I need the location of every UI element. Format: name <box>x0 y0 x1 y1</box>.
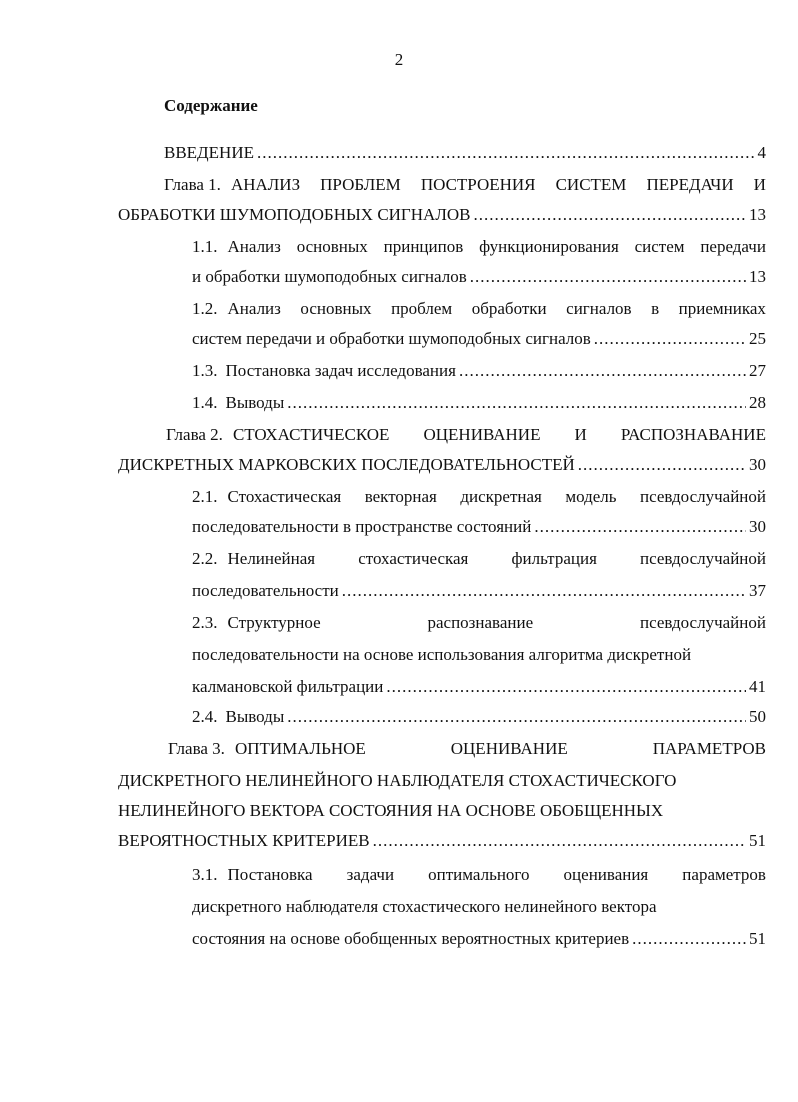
toc-section-1-1-line2[interactable]: и обработки шумоподобных сигналов ..... 13 <box>192 266 766 288</box>
toc-word: модель <box>565 487 617 506</box>
toc-word: Постановка <box>227 865 313 884</box>
page-number: 2 <box>394 50 404 69</box>
toc-section-3-1-line1[interactable]: 3.1. Постановка задачи оптимального оценивания параметров <box>192 865 766 884</box>
toc-word: Анализ <box>227 237 281 256</box>
toc-chapter-3-line1[interactable]: Глава 3. ОПТИМАЛЬНОЕ ОЦЕНИВАНИЕ ПАРАМЕТРОВ <box>168 739 766 758</box>
toc-word: Нелинейная <box>227 549 316 568</box>
toc-word: АНАЛИЗ <box>230 175 301 194</box>
toc-word: ПАРАМЕТРОВ <box>652 739 766 758</box>
toc-section-2-3-line2[interactable]: последовательности на основе использования алгоритма дискретной <box>192 645 692 664</box>
toc-word: Структурное <box>227 613 321 632</box>
toc-chapter-2-line1[interactable]: Глава 2. СТОХАСТИЧЕСКОЕ ОЦЕНИВАНИЕ И РАСПОЗНАВАНИЕ <box>166 425 766 444</box>
toc-section-1-2-line1[interactable]: 1.2. Анализ основных проблем обработки сигналов в приемниках <box>192 299 766 318</box>
toc-word: Стохастическая <box>227 487 342 506</box>
toc-word: фильтрация <box>511 549 597 568</box>
toc-heading: Содержание <box>164 96 258 115</box>
toc-word: основных <box>296 237 368 256</box>
toc-word: распознавание <box>427 613 534 632</box>
toc-word: ПРОБЛЕМ <box>320 175 401 194</box>
toc-entry-intro[interactable]: ВВЕДЕНИЕ ..... 4 <box>164 142 766 164</box>
toc-section-2-3-line3[interactable]: калмановской фильтрации ..... 41 <box>192 676 766 698</box>
toc-word: векторная <box>364 487 437 506</box>
toc-word: функционирования <box>479 237 619 256</box>
toc-word: обработки <box>471 299 547 318</box>
toc-word: сигналов <box>566 299 632 318</box>
toc-section-3-1-line3[interactable]: состояния на основе обобщенных вероятностных критериев ..... 51 <box>192 928 766 950</box>
toc-word: СИСТЕМ <box>555 175 627 194</box>
toc-chapter-2-line2[interactable]: ДИСКРЕТНЫХ МАРКОВСКИХ ПОСЛЕДОВАТЕЛЬНОСТЕЙ ..... 30 <box>118 454 766 476</box>
toc-word: И <box>574 425 587 444</box>
toc-word: ОПТИМАЛЬНОЕ <box>234 739 366 758</box>
toc-section-3-1-line2[interactable]: дискретного наблюдателя стохастического нелинейного вектора <box>192 897 657 916</box>
toc-word: оптимального <box>428 865 530 884</box>
toc-word: оценивания <box>563 865 649 884</box>
toc-section-1-2-line2[interactable]: систем передачи и обработки шумоподобных сигналов ..... 25 <box>192 328 766 350</box>
toc-word: приемниках <box>678 299 766 318</box>
toc-word: РАСПОЗНАВАНИЕ <box>620 425 766 444</box>
toc-word: задачи <box>346 865 395 884</box>
toc-section-2-1-line2[interactable]: последовательности в пространстве состояний ..... 30 <box>192 516 766 538</box>
toc-chapter-3-line2[interactable]: ДИСКРЕТНОГО НЕЛИНЕЙНОГО НАБЛЮДАТЕЛЯ СТОХАСТИЧЕСКОГО <box>118 771 677 790</box>
toc-chapter-1-line2[interactable]: ОБРАБОТКИ ШУМОПОДОБНЫХ СИГНАЛОВ ..... 13 <box>118 204 766 226</box>
toc-section-2-4[interactable]: 2.4. Выводы ..... 50 <box>192 706 766 728</box>
toc-word: ОЦЕНИВАНИЕ <box>423 425 541 444</box>
toc-word: ПОСТРОЕНИЯ <box>420 175 536 194</box>
toc-word: параметров <box>682 865 766 884</box>
toc-section-1-4[interactable]: 1.4. Выводы ..... 28 <box>192 392 766 414</box>
toc-chapter-3-line3[interactable]: НЕЛИНЕЙНОГО ВЕКТОРА СОСТОЯНИЯ НА ОСНОВЕ ОБОБЩЕННЫХ <box>118 801 664 820</box>
toc-word: И <box>753 175 766 194</box>
toc-word: проблем <box>391 299 453 318</box>
toc-word: псевдослучайной <box>640 487 766 506</box>
toc-word: передачи <box>700 237 766 256</box>
toc-word: дискретная <box>460 487 542 506</box>
toc-word: псевдослучайной <box>639 613 766 632</box>
toc-word: Анализ <box>227 299 281 318</box>
toc-word: стохастическая <box>358 549 469 568</box>
toc-section-2-2-line1[interactable]: 2.2. Нелинейная стохастическая фильтрация псевдослучайной <box>192 549 766 568</box>
toc-word: СТОХАСТИЧЕСКОЕ <box>232 425 390 444</box>
toc-section-1-3[interactable]: 1.3. Постановка задач исследования ..... 27 <box>192 360 766 382</box>
toc-word: систем <box>634 237 685 256</box>
toc-word: основных <box>300 299 372 318</box>
toc-chapter-1-line1[interactable]: Глава 1. АНАЛИЗ ПРОБЛЕМ ПОСТРОЕНИЯ СИСТЕМ ПЕРЕДАЧИ И <box>164 175 766 194</box>
toc-word: псевдослучайной <box>640 549 766 568</box>
toc-section-2-3-line1[interactable]: 2.3. Структурное распознавание псевдослучайной <box>192 613 766 632</box>
toc-word: ОЦЕНИВАНИЕ <box>450 739 568 758</box>
toc-word: в <box>651 299 660 318</box>
toc-chapter-3-line4[interactable]: ВЕРОЯТНОСТНЫХ КРИТЕРИЕВ ..... 51 <box>118 830 766 852</box>
toc-section-2-2-line2[interactable]: последовательности ..... 37 <box>192 580 766 602</box>
toc-word: принципов <box>383 237 464 256</box>
toc-section-2-1-line1[interactable]: 2.1. Стохастическая векторная дискретная модель псевдослучайной <box>192 487 766 506</box>
toc-word: ПЕРЕДАЧИ <box>646 175 734 194</box>
toc-section-1-1-line1[interactable]: 1.1. Анализ основных принципов функционирования систем передачи <box>192 237 766 256</box>
